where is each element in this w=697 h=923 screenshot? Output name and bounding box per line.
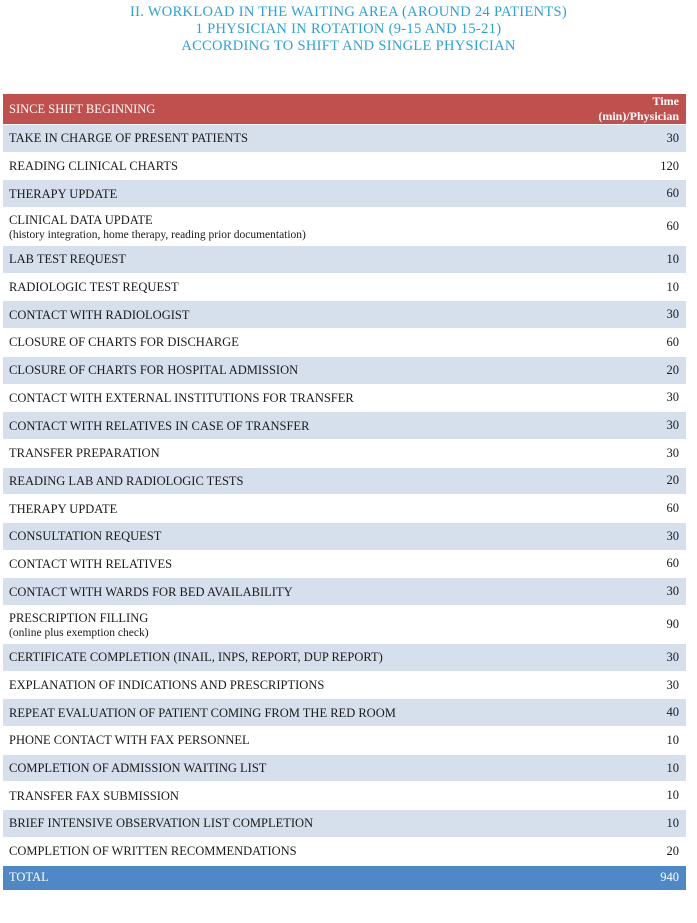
table-row bbox=[3, 837, 686, 865]
row-label: THERAPY UPDATE bbox=[9, 186, 118, 201]
row-value: 10 bbox=[563, 754, 686, 782]
row-label: READING LAB AND RADIOLOGIC TESTS bbox=[9, 473, 244, 488]
row-label: COMPLETION OF WRITTEN RECOMMENDATIONS bbox=[9, 844, 297, 859]
row-label-cell bbox=[3, 152, 563, 180]
table-row bbox=[3, 522, 686, 550]
row-value: 10 bbox=[563, 273, 686, 301]
row-label: PRESCRIPTION FILLING bbox=[9, 610, 149, 625]
total-value: 940 bbox=[563, 865, 686, 890]
table-row bbox=[3, 606, 686, 644]
row-label: REPEAT EVALUATION OF PATIENT COMING FROM THE RED ROOM bbox=[9, 705, 396, 720]
table-row bbox=[3, 671, 686, 699]
row-label-cell bbox=[3, 810, 563, 838]
row-label-cell bbox=[3, 754, 563, 782]
row-value: 30 bbox=[563, 644, 686, 672]
row-label-cell bbox=[3, 301, 563, 329]
row-value: 10 bbox=[563, 810, 686, 838]
table-row bbox=[3, 467, 686, 495]
row-label: TRANSFER FAX SUBMISSION bbox=[9, 788, 179, 803]
row-label: CONTACT WITH WARDS FOR BED AVAILABILITY bbox=[9, 584, 293, 599]
table-row bbox=[3, 208, 686, 246]
table-row bbox=[3, 495, 686, 523]
row-value: 30 bbox=[563, 671, 686, 699]
table-row bbox=[3, 578, 686, 606]
row-label: TRANSFER PREPARATION bbox=[9, 446, 160, 461]
row-label-cell bbox=[3, 412, 563, 440]
table-row bbox=[3, 384, 686, 412]
row-label-cell bbox=[3, 246, 563, 274]
row-value: 30 bbox=[563, 439, 686, 467]
row-label-cell bbox=[3, 467, 563, 495]
table-row bbox=[3, 356, 686, 384]
row-value: 10 bbox=[563, 727, 686, 755]
row-label-cell bbox=[3, 125, 563, 153]
row-label: TAKE IN CHARGE OF PRESENT PATIENTS bbox=[9, 131, 248, 146]
row-value: 20 bbox=[563, 837, 686, 865]
row-label: CLOSURE OF CHARTS FOR DISCHARGE bbox=[9, 335, 239, 350]
row-value: 30 bbox=[563, 125, 686, 153]
document-title bbox=[0, 4, 697, 55]
row-value: 60 bbox=[563, 208, 686, 246]
row-label: CLINICAL DATA UPDATE bbox=[9, 212, 153, 227]
row-value: 60 bbox=[563, 495, 686, 523]
row-label: READING CLINICAL CHARTS bbox=[9, 159, 178, 174]
row-sublabel: (history integration, home therapy, reading prior documentation) bbox=[9, 228, 306, 241]
table-row bbox=[3, 125, 686, 153]
table-row bbox=[3, 644, 686, 672]
row-label: CLOSURE OF CHARTS FOR HOSPITAL ADMISSION bbox=[9, 363, 299, 378]
row-label-cell bbox=[3, 356, 563, 384]
table-row bbox=[3, 550, 686, 578]
row-label-cell bbox=[3, 550, 563, 578]
table-row bbox=[3, 412, 686, 440]
row-label-cell bbox=[3, 208, 563, 246]
row-value: 60 bbox=[563, 180, 686, 208]
table-row bbox=[3, 152, 686, 180]
row-label-cell bbox=[3, 837, 563, 865]
row-value: 30 bbox=[563, 412, 686, 440]
row-label-cell bbox=[3, 782, 563, 810]
row-label: LAB TEST REQUEST bbox=[9, 252, 126, 267]
row-label-cell bbox=[3, 578, 563, 606]
row-label-cell bbox=[3, 495, 563, 523]
row-label-cell bbox=[3, 329, 563, 357]
row-label: RADIOLOGIC TEST REQUEST bbox=[9, 280, 179, 295]
row-label-cell bbox=[3, 606, 563, 644]
table-row bbox=[3, 727, 686, 755]
title-line-2: 1 PHYSICIAN IN ROTATION (9-15 AND 15-21) bbox=[195, 21, 502, 37]
table-row bbox=[3, 782, 686, 810]
row-label: CONSULTATION REQUEST bbox=[9, 529, 162, 544]
title-line-3: ACCORDING TO SHIFT AND SINGLE PHYSICIAN bbox=[181, 38, 516, 54]
table-row bbox=[3, 810, 686, 838]
row-value: 10 bbox=[563, 246, 686, 274]
row-value: 30 bbox=[563, 384, 686, 412]
row-label-cell bbox=[3, 384, 563, 412]
table-row bbox=[3, 754, 686, 782]
row-value: 30 bbox=[563, 522, 686, 550]
row-value: 90 bbox=[563, 606, 686, 644]
row-value: 10 bbox=[563, 782, 686, 810]
row-label: PHONE CONTACT WITH FAX PERSONNEL bbox=[9, 733, 250, 748]
row-label-cell bbox=[3, 727, 563, 755]
row-label-cell bbox=[3, 699, 563, 727]
table-row bbox=[3, 329, 686, 357]
row-label-cell bbox=[3, 180, 563, 208]
row-value: 20 bbox=[563, 356, 686, 384]
row-value: 30 bbox=[563, 578, 686, 606]
row-label: CONTACT WITH RADIOLOGIST bbox=[9, 307, 190, 322]
row-label: CERTIFICATE COMPLETION (INAIL, INPS, REPORT, DUP REPORT) bbox=[9, 650, 383, 665]
table-row bbox=[3, 699, 686, 727]
row-value: 20 bbox=[563, 467, 686, 495]
row-value: 120 bbox=[563, 152, 686, 180]
row-label-cell bbox=[3, 644, 563, 672]
row-label: THERAPY UPDATE bbox=[9, 501, 118, 516]
header-value: Time (min)/Physician bbox=[563, 94, 686, 125]
row-label: EXPLANATION OF INDICATIONS AND PRESCRIPTIONS bbox=[9, 678, 325, 693]
row-label: BRIEF INTENSIVE OBSERVATION LIST COMPLETION bbox=[9, 816, 314, 831]
table-row bbox=[3, 301, 686, 329]
row-value: 60 bbox=[563, 550, 686, 578]
row-label-cell bbox=[3, 671, 563, 699]
total-label: TOTAL bbox=[3, 865, 563, 890]
row-value: 30 bbox=[563, 301, 686, 329]
row-label-cell bbox=[3, 522, 563, 550]
row-value: 60 bbox=[563, 329, 686, 357]
title-line-1: II. WORKLOAD IN THE WAITING AREA (AROUND 24 PATIENTS) bbox=[129, 4, 568, 20]
row-label: CONTACT WITH RELATIVES bbox=[9, 556, 173, 571]
row-value: 40 bbox=[563, 699, 686, 727]
row-label: CONTACT WITH EXTERNAL INSTITUTIONS FOR TRANSFER bbox=[9, 390, 354, 405]
row-sublabel: (online plus exemption check) bbox=[9, 626, 149, 639]
table-row bbox=[3, 180, 686, 208]
row-label: COMPLETION OF ADMISSION WAITING LIST bbox=[9, 761, 267, 776]
table-header-row bbox=[3, 94, 686, 125]
total-row bbox=[3, 865, 686, 890]
table-row bbox=[3, 439, 686, 467]
header-label: SINCE SHIFT BEGINNING bbox=[3, 94, 563, 125]
workload-table bbox=[3, 94, 686, 891]
row-label-cell bbox=[3, 439, 563, 467]
table-row bbox=[3, 246, 686, 274]
row-label-cell bbox=[3, 273, 563, 301]
row-label: CONTACT WITH RELATIVES IN CASE OF TRANSFER bbox=[9, 418, 310, 433]
table-row bbox=[3, 273, 686, 301]
